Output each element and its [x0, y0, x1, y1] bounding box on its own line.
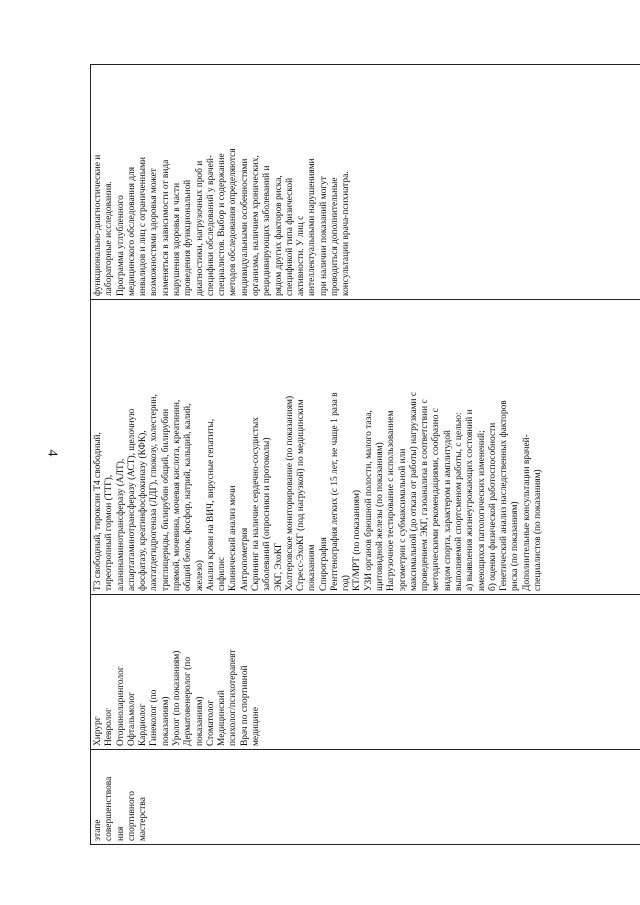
note-line: специалистов. Выбор и содержание: [217, 153, 228, 296]
test-line: аланинаминотрансферазу (АЛТ),: [115, 458, 126, 591]
note-line: рецидивирующих заболеваний и: [262, 165, 273, 296]
rotated-table-wrapper: [90, 65, 640, 845]
test-line: тиреотропный гормон (ТТГ),: [104, 474, 115, 591]
specialist-line: Стоматолог: [205, 699, 216, 746]
test-line: а) выявления жизнеугрожающих состояний и: [465, 409, 476, 591]
test-line: Нагрузочное тестирование с использованием: [386, 410, 397, 591]
specialists-cell: [91, 595, 640, 750]
test-line: год): [341, 575, 352, 591]
test-line: сифилис: [217, 556, 228, 591]
tests-cell: [91, 300, 640, 595]
note-line: проведения функциональной: [183, 179, 194, 296]
test-line: Анализ крови на ВИЧ, вирусные гепатиты,: [205, 418, 216, 591]
stage-line: мастерства: [138, 797, 149, 841]
specialist-line: Хирург: [93, 716, 103, 746]
test-line: Т3 свободный, тироксин Т4 свободный,: [93, 432, 103, 591]
test-line: показаниям: [307, 544, 318, 591]
stage-cell: [91, 750, 640, 845]
stage-line: спортивного: [126, 791, 137, 841]
test-line: имеющихся патологических изменений;: [476, 430, 487, 591]
test-line: проведением ЭКГ, газоанализа в соответствии с: [420, 399, 431, 591]
note-line: рядом других факторов риска,: [273, 175, 284, 296]
note-line: лабораторные исследования.: [104, 181, 115, 296]
test-line: ЭКГ, ЭхоКГ: [273, 542, 284, 591]
note-line: диагностики, нагрузочных проб и: [194, 160, 205, 296]
test-line: Генетический анализ наследственных факторов: [499, 400, 510, 591]
note-line: специфики обследований у врачей-: [205, 155, 216, 296]
note-line: интеллектуальными нарушениями: [307, 158, 318, 296]
specialist-line: показаниям): [194, 696, 205, 746]
specialist-line: Врач по спортивной: [239, 665, 250, 746]
test-line: эргометрии с субмаксимальной или: [397, 448, 408, 591]
test-line: Холтеровское мониторирование (по показаниям): [284, 395, 295, 591]
specialist-line: Уролог (по показаниям): [171, 650, 182, 746]
test-line: УЗИ органов брюшной полости, малого таза,: [363, 410, 374, 591]
table-row: [91, 65, 640, 845]
test-line: видом спорта, характером и амплитудой: [442, 430, 453, 591]
test-line: выполняемой спортсменом работы, с целью:: [454, 412, 464, 591]
specialist-line: Невролог: [104, 708, 115, 746]
specialist-line: Медицинский: [217, 690, 228, 746]
test-line: Спирография: [318, 537, 329, 591]
note-line: инвалидов и лиц с ограниченными: [138, 157, 149, 296]
note-line: активности. У лиц с: [296, 215, 307, 296]
specialist-line: медицине: [250, 707, 261, 746]
stage-line: совершенствова: [104, 776, 115, 841]
test-line: КТ/МРТ (по показаниям): [352, 489, 363, 591]
note-line: методов обследования определяются: [228, 148, 239, 296]
test-line: заболеваний (опросники и протоколы): [262, 437, 273, 591]
test-line: Рентгенография легких (с 15 лет, не чаще 1 раза в: [329, 392, 340, 591]
test-line: максимальной (до отказа от работы) нагрузками с: [408, 391, 419, 591]
specialist-line: психолог/психотерапевт: [228, 649, 239, 746]
note-line: медицинского обследования для: [126, 166, 137, 296]
note-line: организма, наличием хронических,: [250, 155, 261, 296]
note-line: изменяться в зависимости от вида: [160, 159, 171, 296]
test-line: триглицериды, билирубин общий, билирубин: [160, 408, 171, 591]
test-line: лактатдегидрогеназа (ЛДГ), глюкозу, холестерин,: [149, 394, 160, 591]
note-line: проводиться дополнительные: [329, 177, 340, 296]
specialist-line: показаниям): [160, 696, 171, 746]
test-line: Антропометрия: [239, 527, 250, 591]
test-line: методическими рекомендациями, сообразно с: [431, 408, 442, 591]
specialist-line: Оториноларинголог: [115, 666, 126, 746]
notes-cell: [91, 65, 640, 300]
specialist-line: Кардиолог: [138, 703, 149, 746]
specialist-line: Дерматовенеролог (по: [183, 656, 194, 746]
page-number: 4: [44, 449, 60, 457]
test-line: Клинический анализ мочи: [228, 485, 239, 591]
test-line: Стресс-ЭхоКГ (под нагрузкой) по медицинским: [296, 399, 307, 591]
test-line: Дополнительные консультации врачей-: [521, 434, 532, 591]
test-line: риска (по показаниям): [510, 501, 521, 591]
test-line: аспартатаминотрансферазу (АСТ), щелочную: [126, 408, 137, 591]
test-line: б) оценки физической работоспособности: [487, 422, 498, 591]
note-line: спецификой типа физической: [284, 177, 295, 296]
note-line: нарушения здоровья в части: [171, 182, 182, 296]
note-line: функционально-диагностические и: [93, 154, 103, 296]
test-line: железо): [194, 560, 205, 591]
stage-line: ния: [115, 826, 126, 841]
test-line: прямой, мочевина, мочевая кислота, креатинин,: [171, 399, 182, 591]
note-line: Программа углубленного: [115, 195, 126, 296]
specialist-line: Гинеколог (по: [149, 689, 160, 746]
test-line: щитовидной железы (по показаниям): [375, 442, 386, 591]
note-line: индивидуальными особенностями: [239, 158, 250, 296]
test-line: Скрининг на наличие сердечно-сосудистых: [250, 417, 261, 591]
note-line: возможностями здоровья может: [149, 168, 160, 296]
specialist-line: Офтальмолог: [126, 692, 137, 746]
examination-table: [90, 64, 640, 845]
note-line: при наличии показаний могут: [318, 176, 329, 296]
test-line: общий белок, фосфор, натрий, кальций, калий,: [183, 403, 194, 591]
stage-line: этапе: [93, 819, 103, 841]
test-line: специалистов (по показаниям): [532, 469, 543, 591]
note-line: консультации врача-психиатра.: [341, 171, 352, 296]
test-line: фосфатазу, креатинфосфокиназу (КФК),: [138, 430, 149, 591]
